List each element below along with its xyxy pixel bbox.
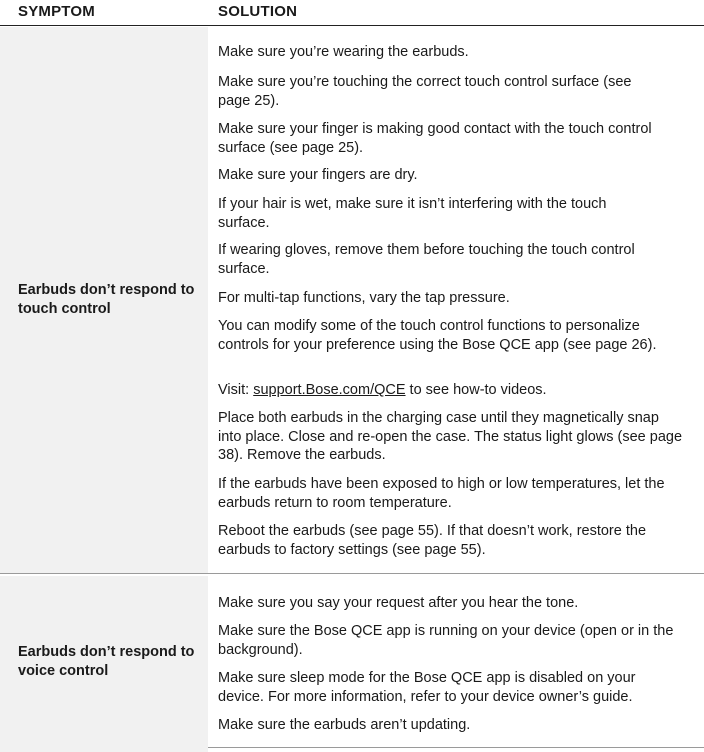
solution-item: Make sure you say your request after you hear the tone. [218,595,579,611]
solution-item: Make sure the Bose QCE app is running on your device (open or in the background). [218,623,674,658]
solution-item: If wearing gloves, remove them before touching the touch control surface. [218,242,635,277]
solution-item: If your hair is wet, make sure it isn’t interfering with the touch surface. [218,196,607,231]
solution-cell [218,27,694,573]
symptom-column-header: SYMPTOM [18,3,95,20]
solution-item [218,381,694,400]
solution-column-header: SOLUTION [218,3,298,20]
solution-item: You can modify some of the touch control functions to personalize controls for your preference using the Bose QCE app (see page 26). [218,318,657,353]
solution-item: Make sure you’re touching the correct touch control surface (see page 25). [218,74,632,109]
symptom-text: Earbuds don’t respond to touch control [18,282,195,317]
symptom-cell [0,27,208,573]
solution-item: Make sure you’re wearing the earbuds. [218,44,469,60]
support-link[interactable]: support.Bose.com/QCE [253,382,406,398]
table-row [0,27,704,574]
solution-item: For multi-tap functions, vary the tap pressure. [218,290,510,306]
solution-item: Make sure sleep mode for the Bose QCE app is disabled on your device. For more information, refer to your device owner’s guide. [218,670,636,705]
solution-item: Place both earbuds in the charging case until they magnetically snap into place. Close and re-open the case. The status light glows (see page 38). Remove the earbuds. [218,410,683,463]
table-header [0,0,704,26]
visit-prefix: Visit: [218,382,254,398]
symptom-cell [0,576,208,747]
solution-item: If the earbuds have been exposed to high or low temperatures, let the earbuds return to room temperature. [218,476,665,511]
symptom-text: Earbuds don’t respond to voice control [18,643,195,679]
table-row [0,576,704,747]
visit-suffix: to see how-to videos. [405,382,547,398]
solution-cell [218,576,694,747]
solution-item: Make sure your finger is making good contact with the touch control surface (see page 25). [218,121,652,156]
next-row-symptom-fill [0,747,208,752]
solution-item: Make sure the earbuds aren’t updating. [218,717,471,733]
solution-item: Make sure your fingers are dry. [218,167,418,183]
solution-item: Reboot the earbuds (see page 55). If that doesn’t work, restore the earbuds to factory settings (see page 55). [218,523,647,558]
